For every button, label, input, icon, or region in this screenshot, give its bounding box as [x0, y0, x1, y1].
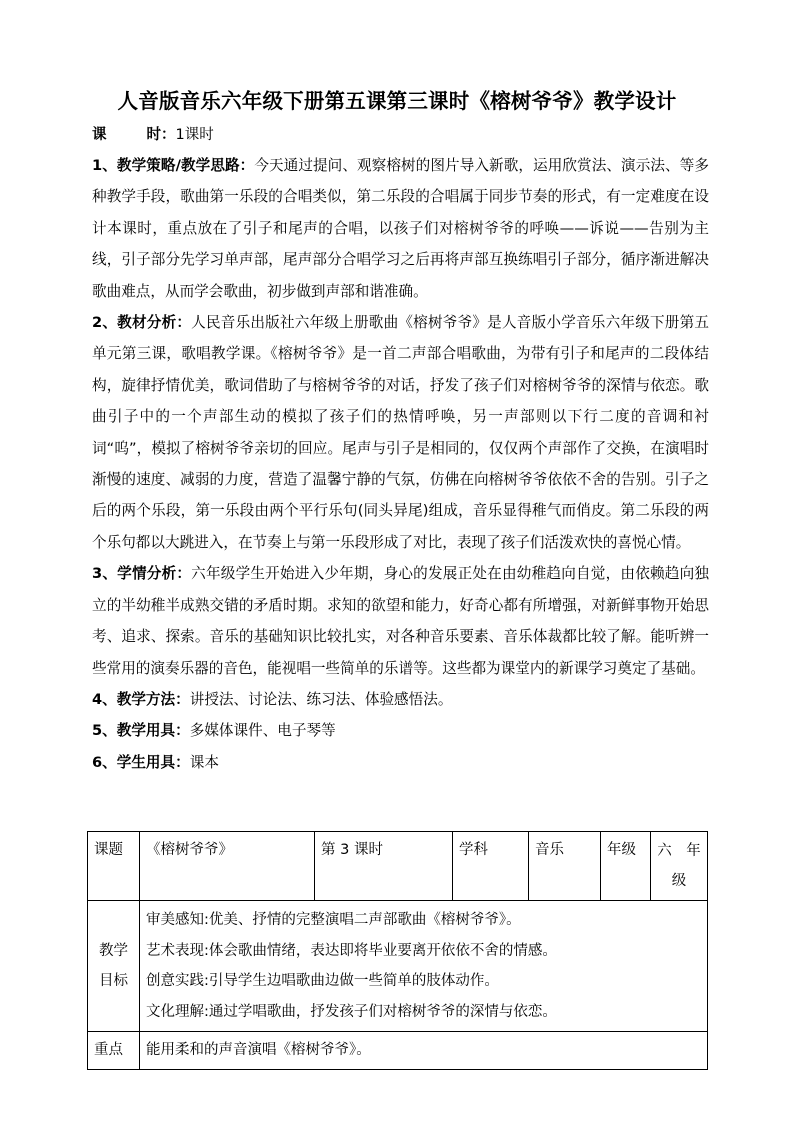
goals-label-line-1: 教学 — [99, 943, 128, 959]
section-label: 4、教学方法： — [92, 690, 190, 708]
section-teaching-tools — [92, 715, 709, 746]
goal-expression: 艺术表现:体会歌曲情绪，表达即将毕业要离开依依不舍的情感。 — [146, 942, 557, 959]
topic-label: 课题 — [88, 832, 140, 901]
period-value: 第 3 课时 — [315, 832, 453, 901]
grade-value-line-1: 六 年 — [657, 843, 701, 859]
document-title: 人音版音乐六年级下册第五课第三课时《榕树爷爷》教学设计 — [117, 89, 677, 113]
section-label: 5、教学用具： — [92, 722, 190, 740]
document-body — [92, 150, 709, 778]
key-point-text: 能用柔和的声音演唱《榕树爷爷》。 — [140, 1032, 708, 1070]
section-student-tools — [92, 747, 709, 778]
section-strategy — [92, 150, 709, 307]
table-row-key-point — [88, 1032, 708, 1070]
section-label: 2、教材分析： — [92, 314, 192, 332]
table-row-topic — [88, 832, 708, 901]
goal-culture: 文化理解:通过学唱歌曲，抒发孩子们对榕树爷爷的深情与依恋。 — [146, 1003, 557, 1020]
section-text: 多媒体课件、电子琴等 — [189, 722, 336, 740]
section-text: 课本 — [189, 753, 219, 771]
grade-value-line-2: 级 — [671, 873, 687, 889]
lesson-hours — [92, 123, 214, 144]
lesson-hours-label-2: 时： — [146, 127, 176, 143]
lesson-hours-label-1: 课 — [92, 127, 107, 143]
goals-label-line-2: 目标 — [99, 973, 128, 989]
section-label: 6、学生用具： — [92, 753, 190, 771]
key-point-label: 重点 — [88, 1032, 140, 1070]
section-text: 讲授法、讨论法、练习法、体验感悟法。 — [189, 690, 453, 708]
section-methods — [92, 684, 709, 715]
subject-value: 音乐 — [529, 832, 601, 901]
section-text: 六年级学生开始进入少年期，身心的发展正处在由幼稚趋向自觉，由依赖趋向独立的半幼稚半成熟交错的矛盾时期。求知的欲望和能力，好奇心都有所增强，对新鲜事物开始思考、追求、探索。音乐的基础知识比较扎实，对各种音乐要素、音乐体裁都比较了解。能听辨一些常用的演奏乐器的音色，能视唱一些简单的乐谱等。这些都为课堂内的新课学习奠定了基础。 — [92, 565, 709, 677]
section-text: 人民音乐出版社六年级上册歌曲《榕树爷爷》是人音版小学音乐六年级下册第五单元第三课，歌唱教学课。《榕树爷爷》是一首二声部合唱歌曲，为带有引子和尾声的二段体结构，旋律抒情优美，歌词借助了与榕树爷爷的对话，抒发了孩子们对榕树爷爷的深情与依恋。歌曲引子中的一个声部生动的模拟了孩子们的热情呼唤，另一声部则以下行二度的音调和衬词“呜”，模拟了榕树爷爷亲切的回应。尾声与引子是相同的，仅仅两个声部作了交换，在演唱时渐慢的速度、减弱的力度，营造了温馨宁静的气氛，仿佛在向榕树爷爷依依不舍的告别。引子之后的两个乐段，第一乐段由两个平行乐句(同头异尾)组成，音乐显得稚气而俏皮。第二乐段的两个乐句都以大跳进入，在节奏上与第一乐段形成了对比，表现了孩子们活泼欢快的喜悦心情。 — [92, 314, 709, 551]
goals-label — [88, 901, 140, 1032]
section-label: 1、教学策略/教学思路： — [92, 157, 255, 174]
grade-label: 年级 — [601, 832, 651, 901]
goals-content — [140, 901, 708, 1032]
table-row-goals — [88, 901, 708, 1032]
section-label: 3、学情分析： — [92, 565, 192, 583]
lesson-hours-value: 1课时 — [175, 127, 214, 143]
subject-label: 学科 — [453, 832, 529, 901]
goal-creativity: 创意实践:引导学生边唱歌曲边做一些简单的肢体动作。 — [146, 973, 499, 989]
lesson-table — [87, 831, 708, 1070]
section-material-analysis — [92, 307, 709, 558]
grade-value — [651, 832, 708, 901]
section-text: 今天通过提问、观察榕树的图片导入新歌，运用欣赏法、演示法、等多种教学手段，歌曲第一乐段的合唱类似，第二乐段的合唱属于同步节奏的形式，有一定难度在设计本课时，重点放在了引子和尾声的合唱，以孩子们对榕树爷爷的呼唤——诉说——告别为主线，引子部分先学习单声部，尾声部分合唱学习之后再将声部互换练唱引子部分，循序渐进解决歌曲难点，从而学会歌曲，初步做到声部和谐准确。 — [92, 157, 709, 300]
section-student-analysis — [92, 558, 709, 684]
topic-value: 《榕树爷爷》 — [140, 832, 315, 901]
goal-aesthetic: 审美感知:优美、抒情的完整演唱二声部歌曲《榕树爷爷》。 — [146, 912, 521, 928]
